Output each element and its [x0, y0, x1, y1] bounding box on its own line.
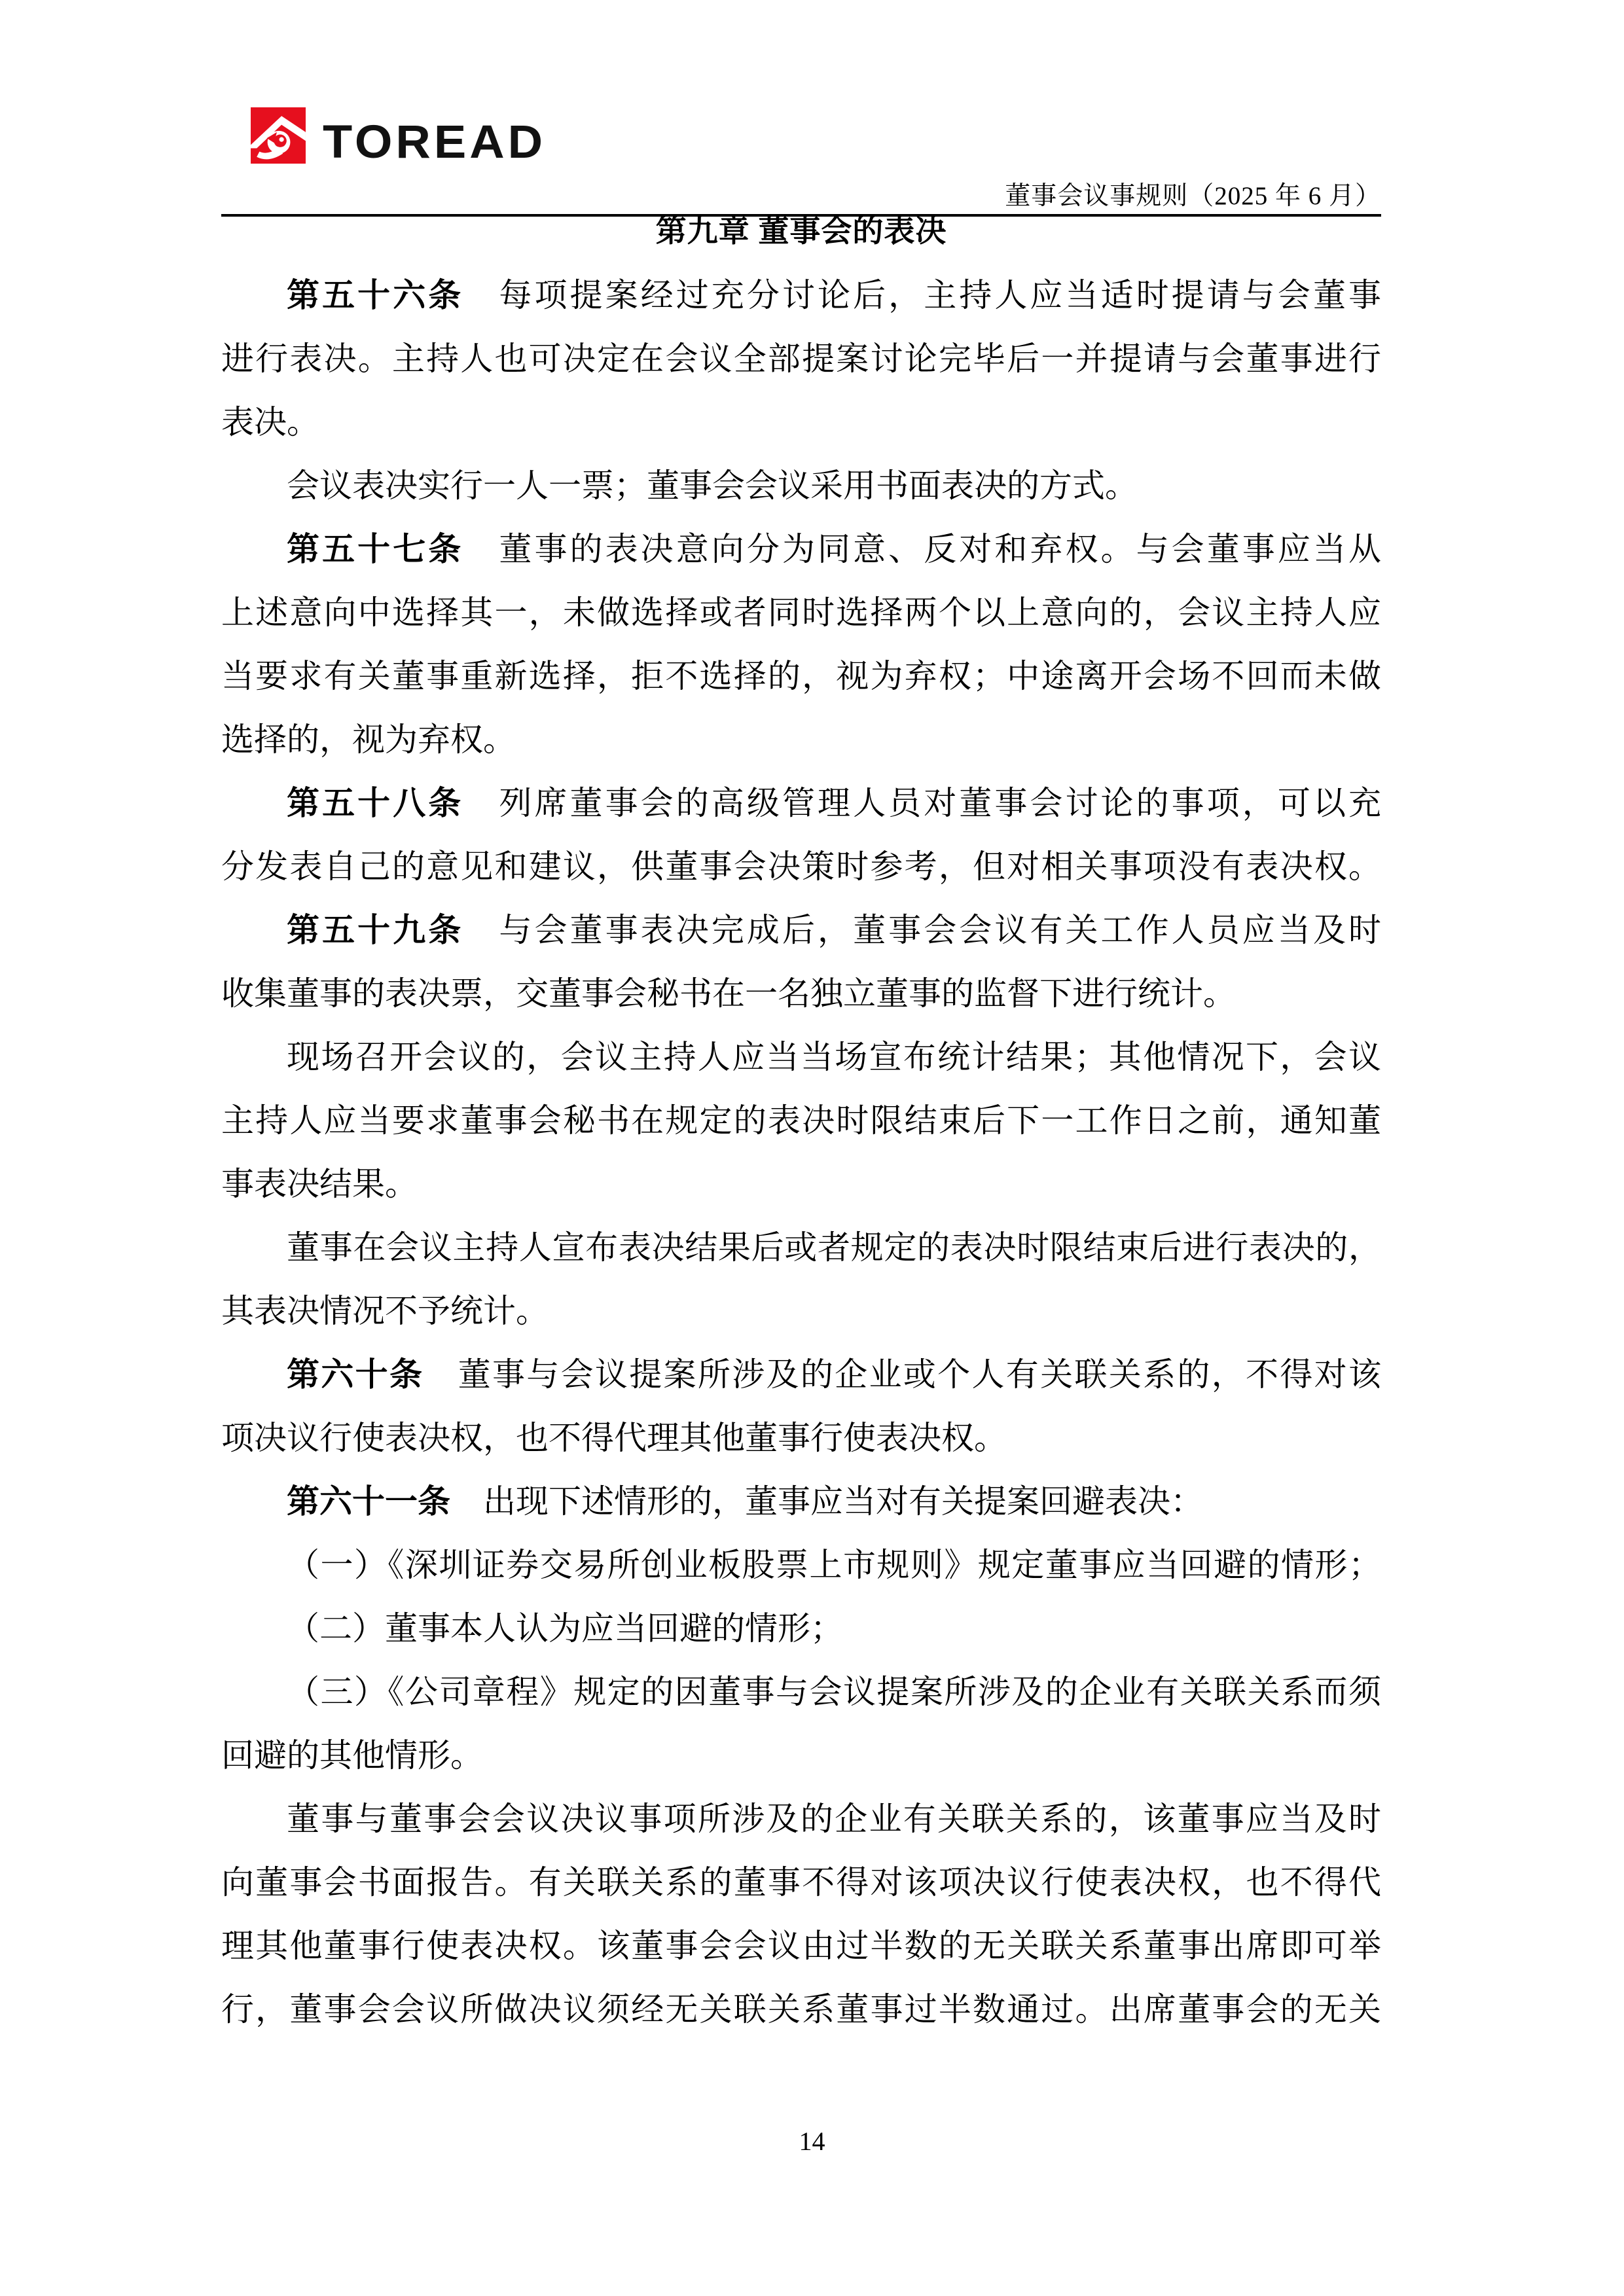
- text-line: 选择的，视为弃权。: [221, 721, 516, 758]
- document-body: [221, 200, 1381, 2041]
- toread-logo-icon: [251, 107, 306, 164]
- paragraph-lines: [221, 264, 1381, 2041]
- article-number: 第五十八条: [287, 785, 464, 821]
- article-number: 第五十七条: [287, 531, 464, 567]
- text-line: 当要求有关董事重新选择，拒不选择的，视为弃权；中途离开会场不回而未做: [221, 658, 1381, 694]
- text-line: 理其他董事行使表决权。该董事会会议由过半数的无关联关系董事出席即可举: [221, 1928, 1381, 1964]
- text-line: 主持人应当要求董事会秘书在规定的表决时限结束后下一工作日之前，通知董: [221, 1102, 1381, 1139]
- text-line: 向董事会书面报告。有关联关系的董事不得对该项决议行使表决权，也不得代: [221, 1864, 1381, 1901]
- text-line: 第六十一条 出现下述情形的，董事应当对有关提案回避表决：: [287, 1483, 1203, 1520]
- text-line: 收集董事的表决票，交董事会秘书在一名独立董事的监督下进行统计。: [221, 975, 1236, 1012]
- page-number: 14: [799, 2126, 825, 2156]
- text-line: 进行表决。主持人也可决定在会议全部提案讨论完毕后一并提请与会董事进行: [221, 340, 1381, 377]
- text-line: 行，董事会会议所做决议须经无关联关系董事过半数通过。出席董事会的无关: [221, 1991, 1381, 2028]
- text-line: 董事在会议主持人宣布表决结果后或者规定的表决时限结束后进行表决的，: [287, 1229, 1381, 1266]
- text-line: 会议表决实行一人一票；董事会会议采用书面表决的方式。: [287, 467, 1138, 504]
- text-line: （一）《深圳证券交易所创业板股票上市规则》规定董事应当回避的情形；: [287, 1547, 1381, 1583]
- text-line: 回避的其他情形。: [221, 1737, 483, 1774]
- text-line: 事表决结果。: [221, 1166, 418, 1202]
- text-line: 现场召开会议的，会议主持人应当当场宣布统计结果；其他情况下，会议: [287, 1039, 1381, 1075]
- brand-wordmark: TOREAD: [323, 115, 547, 168]
- text-line: 其表决情况不予统计。: [221, 1293, 549, 1329]
- text-line: 董事与董事会会议决议事项所涉及的企业有关联关系的，该董事应当及时: [287, 1801, 1381, 1837]
- text-line: 第五十七条 董事的表决意向分为同意、反对和弃权。与会董事应当从: [287, 531, 1381, 567]
- text-line: 分发表自己的意见和建议，供董事会决策时参考，但对相关事项没有表决权。: [221, 848, 1381, 885]
- article-number: 第五十六条: [287, 277, 464, 314]
- article-number: 第六十一条: [287, 1483, 450, 1520]
- text-line: （三）《公司章程》规定的因董事与会议提案所涉及的企业有关联关系而须: [287, 1674, 1381, 1710]
- chapter-title: 第九章 董事会的表决: [655, 215, 947, 249]
- text-line: 第六十条 董事与会议提案所涉及的企业或个人有关联关系的，不得对该: [287, 1356, 1381, 1393]
- brand-lockup: [251, 107, 546, 166]
- text-line: 第五十六条 每项提案经过充分讨论后，主持人应当适时提请与会董事: [287, 277, 1381, 314]
- text-line: （二）董事本人认为应当回避的情形；: [287, 1610, 843, 1647]
- article-number: 第六十条: [287, 1356, 424, 1393]
- text-line: 项决议行使表决权，也不得代理其他董事行使表决权。: [221, 1420, 1007, 1456]
- header-doc-title: 董事会议事规则（2025 年 6 月）: [1005, 182, 1381, 210]
- text-line: 上述意向中选择其一，未做选择或者同时选择两个以上意向的，会议主持人应: [221, 594, 1381, 631]
- text-line: 第五十九条 与会董事表决完成后，董事会会议有关工作人员应当及时: [287, 912, 1381, 948]
- text-line: 表决。: [221, 404, 319, 440]
- article-number: 第五十九条: [287, 912, 464, 948]
- text-line: 第五十八条 列席董事会的高级管理人员对董事会讨论的事项，可以充: [287, 785, 1381, 821]
